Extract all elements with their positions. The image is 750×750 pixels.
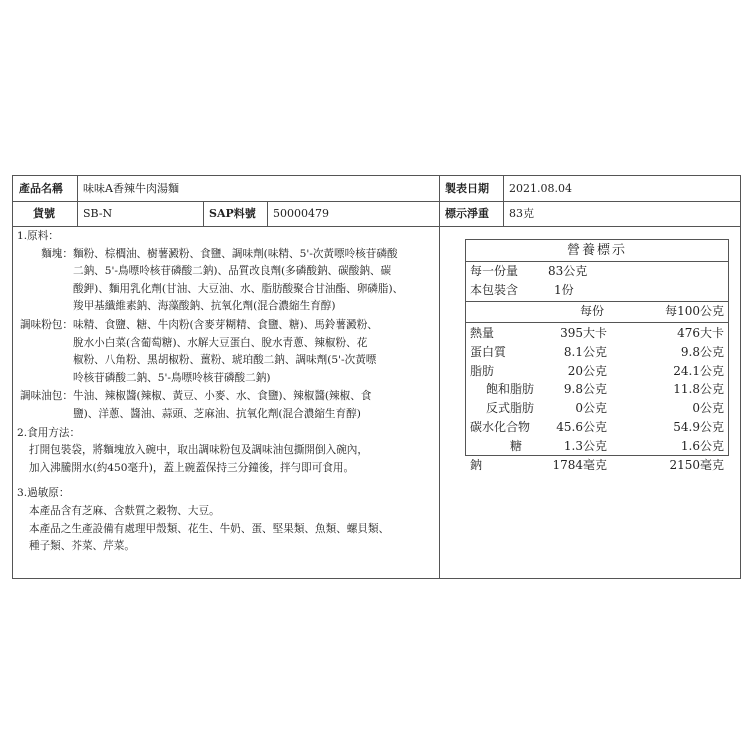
allergen-line: 本產品之生產設備有處理甲殼類、花生、牛奶、蛋、堅果類、魚類、螺貝類、 bbox=[29, 522, 390, 535]
nutrient-per-100g: 24.1公克 bbox=[673, 363, 724, 378]
oil-line: 牛油、辣椒醬(辣椒、黃豆、小麥、水、食鹽)、辣椒醬(辣椒、食 bbox=[73, 390, 372, 403]
nutrition-row bbox=[470, 380, 724, 399]
oil-ingredients bbox=[17, 388, 435, 423]
serving-size-label: 每一份量 bbox=[470, 264, 519, 278]
header-divider-2 bbox=[13, 226, 740, 227]
item-no: SB-N bbox=[83, 207, 113, 220]
spec-sheet bbox=[12, 175, 741, 579]
net-weight: 83克 bbox=[509, 207, 534, 220]
col-divider-right-label bbox=[503, 176, 504, 226]
nutrient-per-serving: 395大卡 bbox=[560, 326, 607, 340]
noodle-line: 酸鉀)、麵用乳化劑(甘油、大豆油、水、脂肪酸聚合甘油酯、卵磷脂)、 bbox=[73, 282, 404, 295]
nutrient-per-100g: 11.8公克 bbox=[673, 382, 724, 397]
allergen-title: 3.過敏原： bbox=[17, 487, 70, 500]
sap-number: 50000479 bbox=[273, 207, 329, 220]
nutrient-per-100g: 9.8公克 bbox=[680, 344, 724, 359]
col-divider-label bbox=[77, 176, 78, 226]
date-label: 製表日期 bbox=[445, 182, 489, 195]
noodle-label: 麵塊： bbox=[41, 247, 73, 260]
nutrient-name: 熱量 bbox=[470, 326, 495, 340]
allergen-line: 種子類、芥菜、芹菜。 bbox=[29, 540, 135, 553]
nutrient-name: 飽和脂肪 bbox=[486, 382, 535, 397]
nutrient-name: 鈉 bbox=[470, 457, 483, 472]
nutrition-row bbox=[470, 324, 724, 343]
nutrient-per-100g: 2150毫克 bbox=[669, 457, 724, 472]
nutrition-row bbox=[470, 456, 724, 475]
nutrition-title: 營養標示 bbox=[566, 243, 627, 258]
nutrition-row bbox=[470, 343, 724, 362]
allergen-line: 本產品含有芝麻、含麩質之穀物、大豆。 bbox=[29, 504, 220, 517]
header-divider-1 bbox=[13, 201, 740, 202]
nutrient-per-serving: 0公克 bbox=[575, 401, 607, 416]
col-per-100g: 每100公克 bbox=[665, 304, 724, 318]
col-divider-sap-left bbox=[203, 201, 204, 226]
oil-label: 調味油包： bbox=[20, 390, 73, 403]
nutrient-name: 脂肪 bbox=[470, 363, 495, 378]
nutrient-name: 反式脂肪 bbox=[486, 401, 535, 416]
nutrient-per-100g: 476大卡 bbox=[677, 326, 724, 340]
method-line: 加入沸騰開水(約450毫升)，蓋上碗蓋保持三分鐘後，拌勻即可食用。 bbox=[29, 461, 355, 474]
nutrient-per-serving: 8.1公克 bbox=[563, 344, 607, 359]
nutrient-per-100g: 0公克 bbox=[692, 401, 724, 416]
nutrient-name: 蛋白質 bbox=[470, 344, 507, 359]
nutrition-divider bbox=[466, 322, 728, 323]
noodle-line: 麵粉、棕櫚油、樹薯澱粉、食鹽、調味劑(味精、5'-次黃嘌呤核苷磷酸 bbox=[73, 247, 398, 260]
nutrient-per-100g: 54.9公克 bbox=[673, 420, 724, 434]
method-line: 打開包裝袋，將麵塊放入碗中，取出調味粉包及調味油包撕開倒入碗內， bbox=[29, 444, 368, 457]
serving-size-row bbox=[470, 262, 724, 281]
servings-label: 本包裝含 bbox=[470, 283, 519, 297]
nutrient-per-serving: 9.8公克 bbox=[563, 382, 607, 397]
col-divider-sap-right bbox=[267, 201, 268, 226]
nutrition-row bbox=[470, 399, 724, 418]
powder-ingredients bbox=[17, 317, 435, 387]
item-no-label: 貨號 bbox=[33, 207, 55, 220]
servings-row bbox=[470, 281, 724, 300]
serving-size-value: 83公克 bbox=[548, 264, 588, 278]
nutrient-per-100g: 1.6公克 bbox=[680, 438, 724, 453]
sap-label: SAP料號 bbox=[209, 207, 256, 220]
noodle-line: 二鈉、5'-鳥嘌呤核苷磷酸二鈉)、品質改良劑(多磷酸鈉、碳酸鈉、碳 bbox=[73, 265, 392, 278]
powder-line: 脫水小白菜(含葡萄糖)、水解大豆蛋白、脫水青蔥、辣椒粉、花 bbox=[73, 336, 368, 349]
powder-label: 調味粉包： bbox=[20, 318, 73, 331]
nutrient-name: 糖 bbox=[510, 438, 523, 453]
servings-value: 1份 bbox=[554, 283, 574, 297]
nutrition-facts-panel bbox=[465, 239, 729, 472]
powder-line: 呤核苷磷酸二鈉、5'-鳥嘌呤核苷磷酸二鈉) bbox=[73, 371, 271, 384]
nutrient-per-serving: 45.6公克 bbox=[556, 420, 607, 434]
nutrition-row bbox=[470, 437, 724, 456]
col-per-serving: 每份 bbox=[579, 304, 604, 318]
nutrient-per-serving: 20公克 bbox=[567, 363, 607, 378]
product-name: 味味A香辣牛肉湯麵 bbox=[83, 182, 179, 195]
nutrient-name: 碳水化合物 bbox=[470, 420, 531, 434]
method-title: 2.食用方法： bbox=[17, 426, 81, 439]
powder-line: 椒粉、八角粉、黑胡椒粉、薑粉、琥珀酸二鈉、調味劑(5'-次黃嘌 bbox=[73, 354, 377, 367]
nutrition-row bbox=[470, 418, 724, 437]
date-value: 2021.08.04 bbox=[509, 182, 572, 195]
powder-line: 味精、食鹽、糖、牛肉粉(含麥芽糊精、食鹽、糖)、馬鈴薯澱粉、 bbox=[73, 318, 378, 331]
nutrition-row bbox=[470, 362, 724, 381]
nutrition-column-headers bbox=[470, 302, 724, 321]
spec-body bbox=[17, 228, 435, 556]
nutrient-per-serving: 1.3公克 bbox=[563, 438, 607, 453]
nutrient-per-serving: 1784毫克 bbox=[552, 457, 607, 472]
noodle-ingredients bbox=[17, 246, 435, 316]
product-name-label: 產品名稱 bbox=[19, 182, 63, 195]
noodle-line: 羧甲基纖維素鈉、海藻酸鈉、抗氧化劑(混合濃縮生育醇) bbox=[73, 300, 336, 313]
oil-line: 鹽)、洋蔥、醬油、蒜頭、芝麻油、抗氧化劑(混合濃縮生育醇) bbox=[73, 407, 361, 420]
ingredients-title: 1.原料： bbox=[17, 230, 59, 242]
main-column-divider bbox=[439, 176, 440, 578]
net-weight-label: 標示淨重 bbox=[445, 207, 489, 220]
